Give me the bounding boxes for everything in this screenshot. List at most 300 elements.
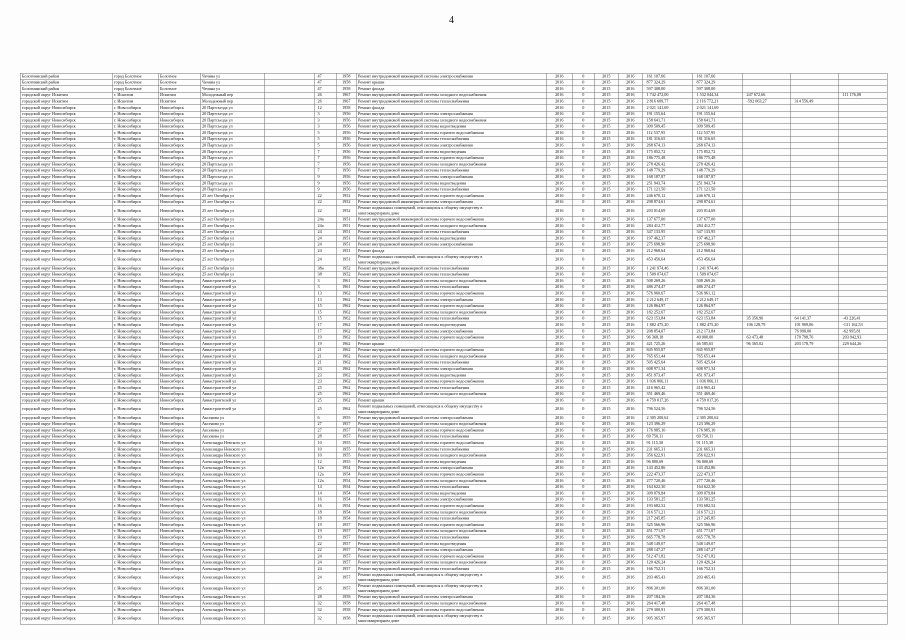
cell-street: 20 Партсъезда ул	[201, 168, 265, 174]
cell-cost-total: 197 462,37	[643, 236, 693, 242]
cell-locality: Искитим	[159, 99, 201, 105]
cell-cost-extra-3	[839, 478, 888, 484]
cell-settlement: г. Новосибирск	[113, 613, 159, 624]
cell-street: Аксенова ул	[201, 415, 265, 421]
cell-cost-fund: 4 759 017,26	[693, 398, 743, 404]
cell-plan-year: 2016	[547, 415, 573, 421]
cell-start-year: 2015	[595, 248, 619, 254]
cell-start-year: 2015	[595, 391, 619, 397]
cell-start-year: 2015	[595, 118, 619, 124]
cell-locality: Новосибирск	[159, 316, 201, 322]
cell-end-year: 2016	[619, 335, 643, 341]
cell-cost-extra-1	[743, 149, 791, 155]
cell-end-year: 2016	[619, 111, 643, 117]
cell-settlement: г. Новосибирск	[113, 284, 159, 290]
cell-work-type: Ремонт внутридомовой инженерной системы горячего водоснабжения	[357, 291, 547, 297]
cell-work-type: Ремонт внутридомовой инженерной системы горячего водоснабжения	[357, 379, 547, 385]
cell-house: 18	[315, 510, 337, 516]
cell-start-year: 2015	[595, 560, 619, 566]
cell-cost-extra-3	[839, 206, 888, 217]
cell-cost-fund: 69 750,11	[693, 434, 743, 440]
cell-locality: Новосибирск	[159, 421, 201, 427]
cell-year-built: 1962	[337, 398, 357, 404]
cell-municipality: городской округ Новосибирск	[21, 560, 113, 566]
cell-year-built: 1957	[337, 528, 357, 534]
cell-year-built: 1951	[337, 229, 357, 235]
cell-municipality: городской округ Новосибирск	[21, 554, 113, 560]
cell-municipality: городской округ Новосибирск	[21, 613, 113, 624]
cell-blank	[265, 601, 315, 607]
cell-work-type: Ремонт внутридомовой инженерной системы электроснабжения	[357, 199, 547, 205]
cell-cost-extra-2	[791, 187, 839, 193]
table-row	[21, 583, 888, 594]
cell-count: 0	[573, 162, 595, 168]
cell-cost-extra-3	[839, 510, 888, 516]
cell-cost-extra-1	[743, 421, 791, 427]
cell-year-built: 1956	[337, 111, 357, 117]
cell-blank	[265, 155, 315, 161]
cell-start-year: 2015	[595, 328, 619, 334]
cell-plan-year: 2016	[547, 385, 573, 391]
cell-count: 0	[573, 478, 595, 484]
cell-house: 15	[315, 316, 337, 322]
cell-count: 0	[573, 510, 595, 516]
cell-cost-total: 175 852,72	[643, 149, 693, 155]
cell-house: 24	[315, 255, 337, 266]
cell-house: 3	[315, 124, 337, 130]
cell-year-built: 1956	[337, 149, 357, 155]
cell-count: 0	[573, 391, 595, 397]
cell-cost-fund: 325 566,96	[693, 522, 743, 528]
cell-work-type: Ремонт внутридомовой инженерной системы электроснабжения	[357, 328, 547, 334]
cell-street: Александра Невского ул	[201, 554, 265, 560]
cell-cost-extra-1	[743, 379, 791, 385]
cell-cost-fund: 278 426,42	[693, 162, 743, 168]
cell-street: Александра Невского ул	[201, 447, 265, 453]
cell-cost-extra-2	[791, 594, 839, 600]
cell-cost-total: 279 300,91	[643, 607, 693, 613]
cell-cost-fund: 608 971,34	[693, 366, 743, 372]
cell-year-built: 1958	[337, 607, 357, 613]
cell-end-year: 2016	[619, 434, 643, 440]
cell-settlement: г. Новосибирск	[113, 554, 159, 560]
cell-start-year: 2015	[595, 162, 619, 168]
cell-locality: Новосибирск	[159, 554, 201, 560]
cell-house: 24	[315, 572, 337, 583]
cell-cost-total: 421 725,26	[643, 341, 693, 347]
cell-cost-total: 325 566,96	[643, 522, 693, 528]
cell-start-year: 2015	[595, 428, 619, 434]
cell-end-year: 2016	[619, 284, 643, 290]
cell-year-built: 1962	[337, 360, 357, 366]
cell-settlement: г. Новосибирск	[113, 594, 159, 600]
cell-work-type: Ремонт внутридомовой инженерной системы теплоснабжения	[357, 136, 547, 142]
cell-work-type: Ремонт внутридомовой инженерной системы горячего водоснабжения	[357, 303, 547, 309]
cell-plan-year: 2016	[547, 111, 573, 117]
cell-count: 0	[573, 297, 595, 303]
cell-cost-total: 126 864,97	[643, 303, 693, 309]
cell-municipality: городской округ Новосибирск	[21, 266, 113, 272]
cell-street: Александра Невского ул	[201, 440, 265, 446]
cell-end-year: 2016	[619, 613, 643, 624]
cell-cost-extra-2	[791, 199, 839, 205]
cell-blank	[265, 459, 315, 465]
cell-municipality: городской округ Новосибирск	[21, 491, 113, 497]
cell-settlement: город Болотное	[113, 86, 159, 92]
cell-plan-year: 2016	[547, 484, 573, 490]
cell-end-year: 2016	[619, 118, 643, 124]
cell-end-year: 2016	[619, 347, 643, 353]
cell-street: Александра Невского ул	[201, 497, 265, 503]
cell-cost-extra-1	[743, 310, 791, 316]
cell-street: Александра Невского ул	[201, 601, 265, 607]
cell-cost-total: 203 465,43	[643, 572, 693, 583]
cell-settlement: г. Новосибирск	[113, 105, 159, 111]
cell-house: 6	[315, 415, 337, 421]
cell-blank	[265, 566, 315, 572]
cell-work-type: Ремонт внутридомовой инженерной системы теплоснабжения	[357, 566, 547, 572]
cell-cost-total: 309 509,45	[643, 124, 693, 130]
cell-cost-extra-3: -43 226,41	[839, 316, 888, 322]
cell-cost-extra-2	[791, 440, 839, 446]
cell-end-year: 2016	[619, 465, 643, 471]
cell-plan-year: 2016	[547, 255, 573, 266]
cell-cost-extra-1	[743, 328, 791, 334]
cell-count: 0	[573, 155, 595, 161]
cell-settlement: г. Новосибирск	[113, 322, 159, 328]
cell-cost-fund: 2 021 141,69	[693, 105, 743, 111]
cell-cost-total: 2 816 609,77	[643, 99, 693, 105]
cell-plan-year: 2016	[547, 136, 573, 142]
cell-end-year: 2016	[619, 143, 643, 149]
cell-house: 13	[315, 291, 337, 297]
cell-year-built: 1952	[337, 193, 357, 199]
cell-settlement: г. Новосибирск	[113, 303, 159, 309]
cell-count: 0	[573, 272, 595, 278]
cell-cost-extra-2	[791, 459, 839, 465]
cell-cost-extra-1: 247 672,66	[743, 92, 791, 98]
cell-end-year: 2016	[619, 266, 643, 272]
cell-work-type: Ремонт внутридомовой инженерной системы холодного водоснабжения	[357, 528, 547, 534]
cell-house: 5	[315, 130, 337, 136]
cell-street: Александра Невского ул	[201, 528, 265, 534]
cell-plan-year: 2016	[547, 428, 573, 434]
cell-settlement: г. Новосибирск	[113, 272, 159, 278]
cell-plan-year: 2016	[547, 130, 573, 136]
cell-end-year: 2016	[619, 322, 643, 328]
cell-cost-fund: 112 537,95	[693, 130, 743, 136]
cell-street: Александра Невского ул	[201, 547, 265, 553]
cell-year-built: 1954	[337, 465, 357, 471]
cell-plan-year: 2016	[547, 199, 573, 205]
cell-cost-extra-1	[743, 465, 791, 471]
cell-cost-fund: 597 308,00	[693, 86, 743, 92]
cell-municipality: городской округ Новосибирск	[21, 143, 113, 149]
cell-plan-year: 2016	[547, 391, 573, 397]
cell-cost-fund: 896 301,00	[693, 583, 743, 594]
cell-municipality: городской округ Новосибирск	[21, 360, 113, 366]
cell-cost-total: 191 155,64	[643, 111, 693, 117]
cell-cost-extra-1	[743, 510, 791, 516]
cell-plan-year: 2016	[547, 607, 573, 613]
cell-end-year: 2016	[619, 428, 643, 434]
cell-locality: Новосибирск	[159, 335, 201, 341]
cell-locality: Новосибирск	[159, 149, 201, 155]
cell-count: 0	[573, 415, 595, 421]
cell-cost-total: 217 245,85	[643, 516, 693, 522]
cell-settlement: г. Новосибирск	[113, 484, 159, 490]
cell-start-year: 2015	[595, 484, 619, 490]
cell-cost-extra-3	[839, 373, 888, 379]
cell-plan-year: 2016	[547, 303, 573, 309]
cell-cost-extra-1	[743, 560, 791, 566]
cell-cost-extra-1	[743, 105, 791, 111]
cell-cost-extra-1	[743, 547, 791, 553]
cell-year-built: 1962	[337, 385, 357, 391]
cell-locality: Новосибирск	[159, 248, 201, 254]
cell-count: 0	[573, 516, 595, 522]
cell-end-year: 2016	[619, 124, 643, 130]
cell-cost-fund: 277 720,46	[693, 478, 743, 484]
cell-plan-year: 2016	[547, 322, 573, 328]
cell-street: Молодежный пер	[201, 92, 265, 98]
cell-count: 0	[573, 491, 595, 497]
cell-street: Авиастроителей ул	[201, 335, 265, 341]
cell-plan-year: 2016	[547, 497, 573, 503]
cell-end-year: 2016	[619, 415, 643, 421]
cell-work-type: Ремонт внутридомовой инженерной системы холодного водоснабжения	[357, 310, 547, 316]
cell-cost-extra-3	[839, 266, 888, 272]
cell-cost-fund: 298 874,61	[693, 199, 743, 205]
cell-end-year: 2016	[619, 316, 643, 322]
cell-house: 38а	[315, 266, 337, 272]
cell-cost-extra-2	[791, 174, 839, 180]
cell-cost-extra-2	[791, 428, 839, 434]
cell-cost-fund: 175 852,72	[693, 149, 743, 155]
cell-work-type: Ремонт внутридомовой инженерной системы холодного водоснабжения	[357, 391, 547, 397]
cell-count: 0	[573, 229, 595, 235]
cell-year-built: 1957	[337, 522, 357, 528]
cell-year-built: 1962	[337, 328, 357, 334]
cell-cost-fund: 2 305 200,62	[693, 415, 743, 421]
cell-count: 0	[573, 303, 595, 309]
cell-year-built: 1962	[337, 373, 357, 379]
cell-house: 5	[315, 143, 337, 149]
cell-start-year: 2015	[595, 74, 619, 80]
cell-locality: Новосибирск	[159, 491, 201, 497]
cell-cost-extra-3	[839, 149, 888, 155]
cell-count: 0	[573, 199, 595, 205]
cell-cost-total: 120 426,24	[643, 560, 693, 566]
cell-cost-extra-3	[839, 440, 888, 446]
cell-settlement: г. Новосибирск	[113, 421, 159, 427]
cell-settlement: г. Новосибирск	[113, 149, 159, 155]
cell-cost-fund: 168 187,87	[693, 174, 743, 180]
cell-plan-year: 2016	[547, 193, 573, 199]
cell-end-year: 2016	[619, 522, 643, 528]
cell-cost-fund: 356 622,91	[693, 453, 743, 459]
cell-year-built: 1962	[337, 366, 357, 372]
cell-start-year: 2015	[595, 398, 619, 404]
cell-start-year: 2015	[595, 453, 619, 459]
cell-locality: Новосибирск	[159, 297, 201, 303]
cell-cost-total: 505 425,64	[643, 360, 693, 366]
cell-settlement: г. Новосибирск	[113, 607, 159, 613]
cell-house: 47	[315, 74, 337, 80]
cell-blank	[265, 74, 315, 80]
cell-cost-extra-2	[791, 484, 839, 490]
cell-cost-extra-3	[839, 236, 888, 242]
cell-cost-extra-3	[839, 80, 888, 86]
cell-street: Александра Невского ул	[201, 491, 265, 497]
cell-house: 32	[315, 613, 337, 624]
cell-blank	[265, 594, 315, 600]
cell-locality: Новосибирск	[159, 111, 201, 117]
cell-locality: Новосибирск	[159, 278, 201, 284]
cell-start-year: 2015	[595, 181, 619, 187]
cell-cost-extra-1	[743, 143, 791, 149]
cell-cost-total: 161 107,66	[643, 74, 693, 80]
cell-plan-year: 2016	[547, 347, 573, 353]
cell-house: 16	[315, 503, 337, 509]
cell-blank	[265, 174, 315, 180]
cell-municipality: городской округ Новосибирск	[21, 223, 113, 229]
cell-cost-fund: 1 509 074,67	[693, 272, 743, 278]
cell-start-year: 2015	[595, 229, 619, 235]
cell-street: 25 лет Октября ул	[201, 272, 265, 278]
cell-work-type: Ремонт внутридомовой инженерной системы теплоснабжения	[357, 360, 547, 366]
cell-end-year: 2016	[619, 255, 643, 266]
cell-start-year: 2015	[595, 155, 619, 161]
cell-end-year: 2016	[619, 74, 643, 80]
cell-cost-extra-1: 35 356,96	[743, 316, 791, 322]
cell-cost-extra-3	[839, 118, 888, 124]
cell-start-year: 2015	[595, 143, 619, 149]
cell-count: 0	[573, 360, 595, 366]
cell-municipality: городской округ Новосибирск	[21, 594, 113, 600]
cell-start-year: 2015	[595, 385, 619, 391]
cell-locality: Новосибирск	[159, 516, 201, 522]
cell-cost-fund: 309 509,45	[693, 124, 743, 130]
cell-house: 32	[315, 607, 337, 613]
cell-cost-fund: 275 698,90	[693, 242, 743, 248]
cell-blank	[265, 248, 315, 254]
cell-house: 21	[315, 347, 337, 353]
cell-settlement: г. Новосибирск	[113, 379, 159, 385]
cell-end-year: 2016	[619, 130, 643, 136]
cell-cost-total: 845 955,87	[643, 347, 693, 353]
cell-street: 20 Партсъезда ул	[201, 111, 265, 117]
cell-locality: Новосибирск	[159, 528, 201, 534]
cell-locality: Новосибирск	[159, 291, 201, 297]
cell-year-built: 1961	[337, 284, 357, 290]
cell-plan-year: 2016	[547, 278, 573, 284]
cell-work-type: Ремонт внутридомовой инженерной системы теплоснабжения	[357, 385, 547, 391]
cell-cost-extra-3	[839, 124, 888, 130]
cell-house: 28	[315, 434, 337, 440]
cell-cost-total: 112 537,95	[643, 130, 693, 136]
cell-year-built: 1952	[337, 206, 357, 217]
cell-settlement: г. Новосибирск	[113, 155, 159, 161]
cell-street: Александра Невского ул	[201, 522, 265, 528]
cell-cost-total: 164 622,30	[643, 484, 693, 490]
page-number: 4	[449, 15, 454, 26]
cell-cost-total: 176 985,10	[643, 428, 693, 434]
cell-house: 25	[315, 398, 337, 404]
cell-locality: Новосибирск	[159, 217, 201, 223]
cell-street: 25 лет Октября ул	[201, 266, 265, 272]
cell-cost-extra-2	[791, 303, 839, 309]
cell-house: 22	[315, 206, 337, 217]
cell-house: 25	[315, 404, 337, 415]
cell-settlement: г. Новосибирск	[113, 510, 159, 516]
cell-end-year: 2016	[619, 99, 643, 105]
cell-settlement: г. Новосибирск	[113, 266, 159, 272]
cell-year-built: 1962	[337, 347, 357, 353]
cell-cost-extra-2	[791, 434, 839, 440]
cell-cost-extra-3	[839, 522, 888, 528]
cell-cost-extra-1	[743, 255, 791, 266]
cell-cost-extra-2	[791, 155, 839, 161]
cell-start-year: 2015	[595, 174, 619, 180]
cell-settlement: г. Новосибирск	[113, 415, 159, 421]
cell-blank	[265, 199, 315, 205]
cell-street: Александра Невского ул	[201, 560, 265, 566]
cell-street: Авиастроителей ул	[201, 404, 265, 415]
cell-cost-extra-1	[743, 236, 791, 242]
cell-count: 0	[573, 266, 595, 272]
cell-cost-extra-3	[839, 360, 888, 366]
cell-count: 0	[573, 124, 595, 130]
cell-cost-fund: 246 670,12	[693, 193, 743, 199]
cell-start-year: 2015	[595, 554, 619, 560]
cell-street: Александра Невского ул	[201, 503, 265, 509]
cell-start-year: 2015	[595, 366, 619, 372]
cell-end-year: 2016	[619, 583, 643, 594]
cell-start-year: 2015	[595, 503, 619, 509]
cell-end-year: 2016	[619, 566, 643, 572]
cell-settlement: г. Новосибирск	[113, 118, 159, 124]
cell-work-type: Ремонт внутридомовой инженерной системы горячего водоснабжения	[357, 347, 547, 353]
cell-plan-year: 2016	[547, 459, 573, 465]
cell-house: 12а	[315, 465, 337, 471]
cell-work-type: Ремонт внутридомовой инженерной системы холодного водоснабжения	[357, 478, 547, 484]
cell-municipality: городской округ Новосибирск	[21, 335, 113, 341]
cell-house: 15	[315, 303, 337, 309]
cell-street: 20 Партсъезда ул	[201, 155, 265, 161]
cell-municipality: городской округ Новосибирск	[21, 415, 113, 421]
cell-cost-total: 309 079,84	[643, 491, 693, 497]
cell-work-type: Ремонт внутридомовой инженерной системы горячего водоснабжения	[357, 193, 547, 199]
cell-start-year: 2015	[595, 322, 619, 328]
cell-work-type: Ремонт подвальных помещений, относящихся к общему имуществу в многоквартирном доме	[357, 583, 547, 594]
cell-year-built: 1961	[337, 278, 357, 284]
cell-locality: Новосибирск	[159, 310, 201, 316]
cell-cost-fund: 182 252,67	[693, 310, 743, 316]
cell-year-built: 1957	[337, 434, 357, 440]
cell-house: 7	[315, 168, 337, 174]
cell-start-year: 2015	[595, 242, 619, 248]
cell-cost-extra-3	[839, 385, 888, 391]
cell-street: 20 Партсъезда ул	[201, 181, 265, 187]
cell-settlement: г. Новосибирск	[113, 360, 159, 366]
cell-settlement: г. Новосибирск	[113, 341, 159, 347]
cell-end-year: 2016	[619, 516, 643, 522]
cell-settlement: г. Новосибирск	[113, 560, 159, 566]
cell-year-built: 1957	[337, 566, 357, 572]
cell-cost-extra-3	[839, 297, 888, 303]
cell-blank	[265, 613, 315, 624]
